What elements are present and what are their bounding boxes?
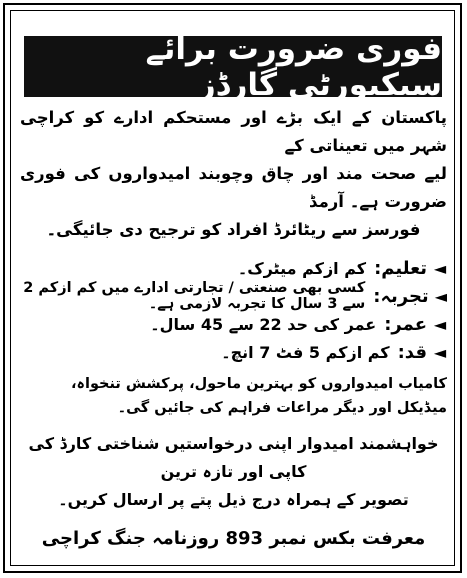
- bullet-arrow-icon: ◄: [433, 314, 447, 334]
- bullet-arrow-icon: ◄: [433, 342, 447, 362]
- bullet-arrow-icon: ◄: [434, 286, 447, 306]
- intro-paragraph: [20, 104, 447, 244]
- requirement-label: تجربہ:: [373, 285, 429, 307]
- requirement-label: عمر:: [384, 313, 427, 335]
- requirement-age: [20, 310, 447, 338]
- headline-text: فوری ضرورت برائے سیکیورٹی گارڈز: [145, 30, 442, 103]
- requirement-value: کسی بھی صنعتی / تجارتی ادارے میں کم ازکم 2 سے 3 سال کا تجربہ لازمی ہے۔: [23, 280, 366, 312]
- requirement-education: [20, 254, 447, 282]
- requirement-label: قد:: [397, 341, 427, 363]
- requirement-value: عمر کی حد 22 سے 45 سال۔: [150, 314, 377, 334]
- contact-address: معرفت بکس نمبر 893 روزنامہ جنگ کراچی: [41, 528, 426, 549]
- requirement-label: تعلیم:: [374, 257, 427, 279]
- intro-line-3: فورسز سے ریٹائرڈ افراد کو ترجیح دی جائیگی۔: [46, 220, 421, 239]
- intro-line-1: پاکستان کے ایک بڑے اور مستحکم ادارے کو کراچی شہر میں تعیناتی کے: [20, 108, 447, 155]
- bullet-arrow-icon: ◄: [433, 258, 447, 278]
- apply-line-1: خواہشمند امیدوار اپنی درخواستیں شناختی کارڈ کی کاپی اور تازہ ترین: [28, 434, 439, 481]
- requirement-value: کم ازکم میٹرک۔: [237, 258, 367, 278]
- apply-line-2: تصویر کے ہمراہ درج ذیل پتے پر ارسال کریں۔: [58, 490, 409, 509]
- requirement-value: کم ازکم 5 فٹ 7 انچ۔: [221, 342, 390, 362]
- requirement-experience: [20, 282, 447, 310]
- requirement-height: [20, 338, 447, 366]
- intro-line-2: لیے صحت مند اور چاق وچوبند امیدواروں کی فوری ضرورت ہے۔ آرمڈ: [20, 164, 447, 211]
- apply-instructions: [20, 430, 447, 514]
- requirements-list: [20, 254, 447, 366]
- headline-banner: [24, 30, 442, 103]
- benefits-text: کامیاب امیدواروں کو بہترین ماحول، پرکشش تنخواہ، میڈیکل اور دیگر مراعات فراہم کی جائیں گی۔: [70, 376, 447, 416]
- ad-body: [20, 104, 447, 564]
